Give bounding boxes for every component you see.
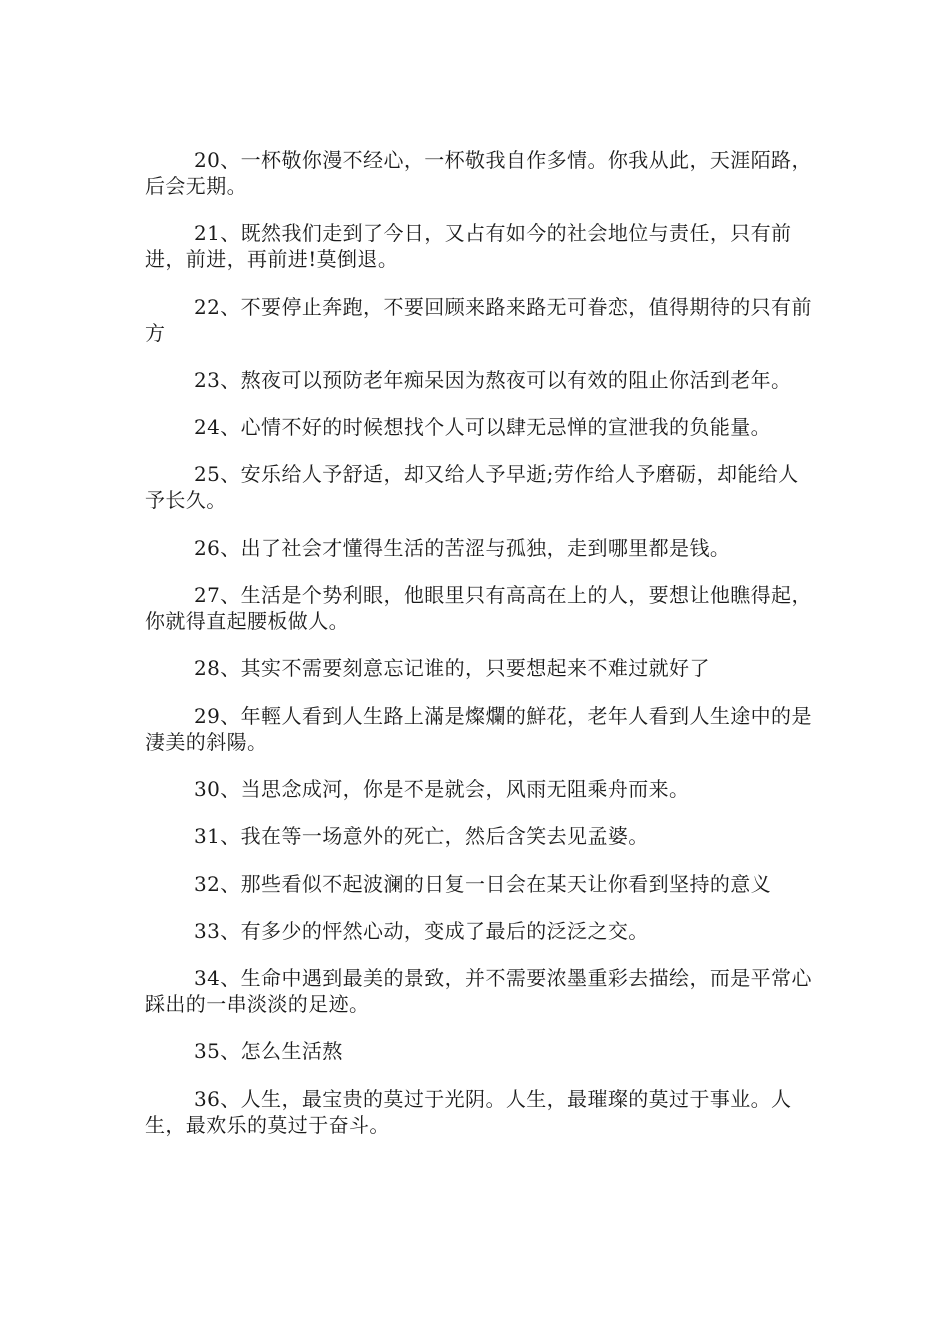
paragraph-21: 21、既然我们走到了今日，又占有如今的社会地位与责任，只有前进，前进，再前进!莫倒退。 (145, 221, 792, 272)
paragraph-32: 32、那些看似不起波澜的日复一日会在某天让你看到坚持的意义 (194, 871, 772, 896)
paragraph-30: 30、当思念成河，你是不是就会，风雨无阻乘舟而来。 (194, 776, 690, 801)
paragraph-26: 26、出了社会才懂得生活的苦涩与孤独，走到哪里都是钱。 (194, 535, 731, 560)
paragraph-24: 24、心情不好的时候想找个人可以肆无忌惮的宣泄我的负能量。 (194, 415, 772, 440)
paragraph-36: 36、人生，最宝贵的莫过于光阴。人生，最璀璨的莫过于事业。人生，最欢乐的莫过于奋斗。 (145, 1086, 792, 1137)
paragraph-33: 33、有多少的怦然心动，变成了最后的泛泛之交。 (194, 918, 649, 943)
paragraph-29: 29、年輕人看到人生路上滿是燦爛的鮮花，老年人看到人生途中的是淒美的斜陽。 (145, 703, 812, 754)
paragraph-31: 31、我在等一场意外的死亡，然后含笑去见孟婆。 (194, 824, 649, 849)
paragraph-23: 23、熬夜可以预防老年痴呆因为熬夜可以有效的阻止你活到老年。 (194, 367, 792, 392)
document-body (145, 147, 813, 1159)
paragraph-25: 25、安乐给人予舒适，却又给人予早逝;劳作给人予磨砺，却能给人予长久。 (145, 462, 799, 513)
paragraph-20: 20、一杯敬你漫不经心，一杯敬我自作多情。你我从此，天涯陌路，后会无期。 (145, 148, 812, 198)
paragraph-28: 28、其实不需要刻意忘记谁的，只要想起来不难过就好了 (194, 656, 710, 681)
paragraph-34: 34、生命中遇到最美的景致，并不需要浓墨重彩去描绘，而是平常心踩出的一串淡淡的足迹。 (145, 966, 812, 1017)
paragraph-27: 27、生活是个势利眼，他眼里只有高高在上的人，要想让他瞧得起，你就得直起腰板做人。 (145, 583, 812, 634)
paragraph-22: 22、不要停止奔跑，不要回顾来路来路无可眷恋，值得期待的只有前方 (145, 294, 812, 345)
paragraph-35: 35、怎么生活熬 (194, 1039, 343, 1064)
